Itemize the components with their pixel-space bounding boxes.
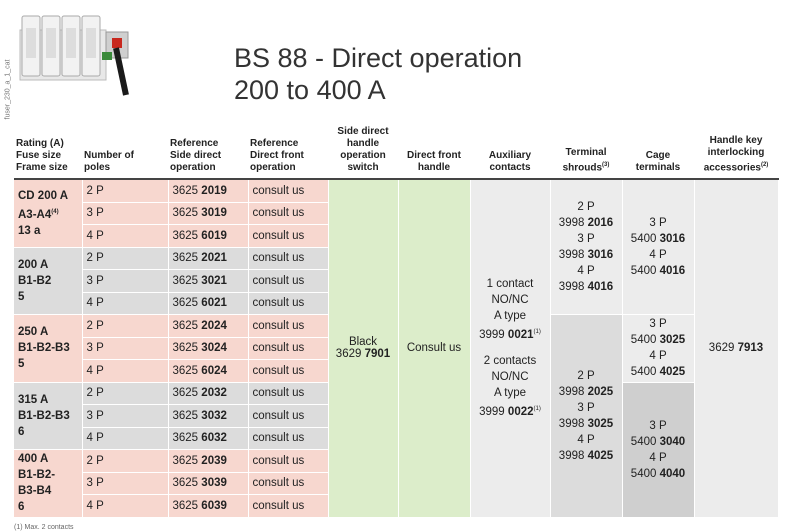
fuse-size [18,204,78,223]
shroud-ref-prefix: 5400 [630,467,657,480]
fuse-size [18,273,78,289]
frame-size: 6 [18,501,25,514]
side-handle-ref-bold: 7901 [364,348,391,361]
fuse-size-text: B1-B2- [18,469,56,482]
rating-value: 250 A [18,326,49,339]
page-title [234,42,522,106]
cage-cell-c [622,382,694,517]
shroud-ref-prefix: 5400 [630,233,657,245]
ref-side-bold: 6032 [201,432,227,445]
shroud-ref [627,364,690,380]
aux-1-l2: NO/NC [491,294,529,307]
rating-value: CD 200 A [18,189,69,202]
title-line-1: BS 88 - Direct operation [234,43,523,73]
ref-front-cell: consult us [248,382,328,405]
shroud-ref-prefix: 3998 [558,281,585,293]
ref-side-cell [168,247,248,270]
shroud-ref-bold: 3016 [587,249,614,261]
ref-side-bold: 2024 [201,319,227,332]
hkey-ref-bold: 7913 [737,342,764,355]
poles-cell: 4 P [82,225,168,248]
frame-size: 5 [18,290,25,303]
ref-side-cell [168,225,248,248]
product-table [14,126,779,518]
ref-side-bold: 3032 [201,409,227,422]
side-handle-color: Black [348,336,378,349]
frame-size: 6 [18,425,25,438]
aux-2-ref-note: (1) [533,406,541,413]
ref-front-cell: consult us [248,337,328,360]
shroud-ref-prefix: 5400 [630,334,657,347]
shroud-ref-prefix: 5400 [630,265,657,277]
poles-cell: 3 P [82,202,168,225]
ref-side-prefix: 3625 [172,409,199,422]
ref-front-cell: consult us [248,495,328,518]
ref-side-cell [168,495,248,518]
ref-side-prefix: 3625 [172,342,199,355]
ref-side-cell [168,427,248,450]
ref-side-cell [168,382,248,405]
ref-front-cell: consult us [248,179,328,202]
shroud-poles: 4 P [577,265,595,277]
shroud-poles: 3 P [577,401,595,414]
shroud-ref-prefix: 5400 [630,435,657,448]
ref-side-bold: 2019 [201,184,227,197]
rating-cell [14,450,82,518]
poles-cell: 4 P [82,427,168,450]
ref-side-cell [168,270,248,293]
aux-1-ref [475,324,546,343]
poles-cell: 3 P [82,405,168,428]
shroud-poles: 2 P [577,201,595,213]
poles-cell: 2 P [82,315,168,338]
shroud-ref-bold: 4025 [659,366,686,379]
ref-side-bold: 2021 [201,252,227,265]
title-line-2: 200 to 400 A [234,75,386,105]
ref-side-prefix: 3625 [172,387,199,400]
shroud-ref-bold: 3025 [659,334,686,347]
shroud-ref-bold: 2016 [587,217,614,229]
header-front-handle: Direct front handle [398,126,470,179]
poles-cell: 2 P [82,382,168,405]
aux-2-l2: NO/NC [491,371,529,384]
shroud-ref [555,215,618,231]
shroud-ref-bold: 4025 [587,449,614,462]
ref-side-bold: 6021 [201,297,227,310]
frame-size: 13 a [18,224,41,237]
shroud-ref-prefix: 5400 [630,366,657,379]
aux-2-ref-bold: 0022 [507,406,534,419]
front-handle-cell: Consult us [398,179,470,517]
ref-side-bold: 6024 [201,364,227,377]
rating-value: 315 A [18,393,49,406]
shroud-ref-prefix: 3998 [558,249,585,261]
ref-side-prefix: 3625 [172,319,199,332]
ref-side-cell [168,202,248,225]
shroud-poles: 4 P [649,451,667,464]
ref-side-cell [168,360,248,383]
header-row [14,126,778,179]
ref-side-prefix: 3625 [172,229,199,242]
fuse-size [18,340,78,356]
poles-cell: 4 P [82,495,168,518]
shroud-poles: 4 P [577,433,595,446]
aux-1-ref-note: (1) [533,329,541,336]
poles-cell: 3 P [82,337,168,360]
rating-cell [14,315,82,383]
hkey-cell [694,179,778,517]
poles-cell: 2 P [82,450,168,473]
ref-side-bold: 3021 [201,274,227,287]
ref-side-prefix: 3625 [172,499,199,512]
ref-side-prefix: 3625 [172,432,199,445]
shroud-ref-bold: 3025 [587,417,614,430]
ref-side-cell [168,450,248,473]
aux-spacer [475,343,546,353]
ref-front-cell: consult us [248,225,328,248]
rating-value: 400 A [18,453,49,466]
catalog-code: fuser_230_a_1_cat [4,59,12,120]
shroud-ref-bold: 4016 [659,265,686,277]
aux-2-ref [475,401,546,420]
ref-side-prefix: 3625 [172,297,199,310]
ref-side-bold: 2039 [201,454,227,467]
footnote: (1) Max. 2 contacts [14,524,74,531]
shroud-poles: 4 P [649,350,667,363]
ref-front-cell: consult us [248,450,328,473]
ref-side-prefix: 3625 [172,477,199,490]
shroud-ref-prefix: 3998 [558,449,585,462]
aux-2-l3: A type [494,387,526,400]
product-photo [14,8,142,104]
rating-cell [14,247,82,315]
side-handle-ref [333,348,394,360]
header-ref-front: Reference Direct front operation [248,126,328,179]
ref-side-bold: 6039 [201,499,227,512]
ref-front-cell: consult us [248,247,328,270]
shroud-ref [627,332,690,348]
shrouds-cell-a [550,179,622,315]
cage-cell-b [622,315,694,383]
ref-front-cell: consult us [248,405,328,428]
poles-cell: 2 P [82,247,168,270]
ref-front-cell: consult us [248,270,328,293]
ref-side-prefix: 3625 [172,274,199,287]
shroud-ref [627,434,690,450]
shroud-ref [627,231,690,247]
side-handle-ref-prefix: 3629 [335,348,362,361]
rating-value: 200 A [18,258,49,271]
aux-2-ref-prefix: 3999 [479,406,505,419]
shroud-ref-prefix: 3998 [558,385,585,398]
poles-cell: 4 P [82,292,168,315]
header-shrouds: Terminal shrouds$^{(3)}$ [550,126,622,179]
aux-1-ref-bold: 0021 [507,329,534,342]
shroud-poles: 2 P [577,369,595,382]
ref-front-cell: consult us [248,360,328,383]
shroud-ref [555,279,618,295]
ref-front-cell: consult us [248,427,328,450]
ref-front-cell: consult us [248,292,328,315]
ref-side-cell [168,179,248,202]
shroud-poles: 3 P [649,318,667,331]
shroud-ref-bold: 4016 [587,281,614,293]
ref-side-prefix: 3625 [172,364,199,377]
hkey-ref-prefix: 3629 [708,342,735,355]
ref-side-cell [168,337,248,360]
ref-front-cell: consult us [248,202,328,225]
side-handle-cell [328,179,398,517]
ref-side-cell [168,405,248,428]
header-rating: Rating (A) Fuse size Frame size [14,126,82,179]
ref-side-bold: 3039 [201,477,227,490]
ref-side-bold: 2032 [201,387,227,400]
fuse-note: (4) [51,208,59,215]
shroud-poles: 4 P [649,249,667,261]
ref-front-cell: consult us [248,315,328,338]
ref-side-prefix: 3625 [172,252,199,265]
aux-1-ref-prefix: 3999 [479,329,505,342]
poles-cell: 3 P [82,270,168,293]
ref-side-bold: 3024 [201,342,227,355]
rating-cell [14,179,82,247]
header-poles: Number of poles [82,126,168,179]
fuse-size-text: B1-B2-B3 [18,342,70,355]
fuse-size [18,408,78,424]
hkey-ref [699,342,774,354]
header-hkey: Handle key interlocking accessories$^{(2)}$ [694,126,778,179]
fuse-size-2: B3-B4 [18,485,52,498]
shroud-ref [627,263,690,279]
aux-1-l1: 1 contact [486,278,534,291]
aux-contacts-cell [470,179,550,517]
header-side-handle: Side direct handle operation switch [328,126,398,179]
shroud-poles: 3 P [649,419,667,432]
table-body [14,179,778,517]
header-aux: Auxiliary contacts [470,126,550,179]
ref-side-prefix: 3625 [172,454,199,467]
shroud-poles: 3 P [577,233,595,245]
aux-1-l3: A type [494,310,526,323]
ref-side-cell [168,292,248,315]
rating-cell [14,382,82,450]
header-cage: Cage terminals [622,126,694,179]
poles-cell: 2 P [82,179,168,202]
fuse-size [18,467,78,483]
shroud-ref [627,466,690,482]
header-ref-side: Reference Side direct operation [168,126,248,179]
poles-cell: 4 P [82,360,168,383]
poles-cell: 3 P [82,472,168,495]
ref-side-cell [168,472,248,495]
fuse-size-text: B1-B2-B3 [18,409,70,422]
shrouds-cell-b [550,315,622,518]
ref-side-bold: 3019 [201,207,227,220]
ref-side-cell [168,315,248,338]
shroud-ref-bold: 3016 [659,233,686,245]
frame-size: 5 [18,358,25,371]
shroud-ref-prefix: 3998 [558,417,585,430]
shroud-ref [555,247,618,263]
shroud-poles: 3 P [649,217,667,229]
table-row [14,179,778,202]
ref-front-cell: consult us [248,472,328,495]
shroud-ref-prefix: 3998 [558,217,585,229]
aux-2-l1: 2 contacts [483,355,537,368]
shroud-ref-bold: 3040 [659,435,686,448]
fuse-size-text: B1-B2 [18,274,52,287]
ref-side-prefix: 3625 [172,207,199,220]
shroud-ref-bold: 4040 [659,467,686,480]
ref-side-bold: 6019 [201,229,227,242]
cage-cell-a [622,179,694,315]
ref-side-prefix: 3625 [172,184,199,197]
shroud-ref [555,416,618,432]
fuse-size-text: A3-A4 [18,208,52,221]
shroud-ref [555,448,618,464]
shroud-ref-bold: 2025 [587,385,614,398]
shroud-ref [555,384,618,400]
